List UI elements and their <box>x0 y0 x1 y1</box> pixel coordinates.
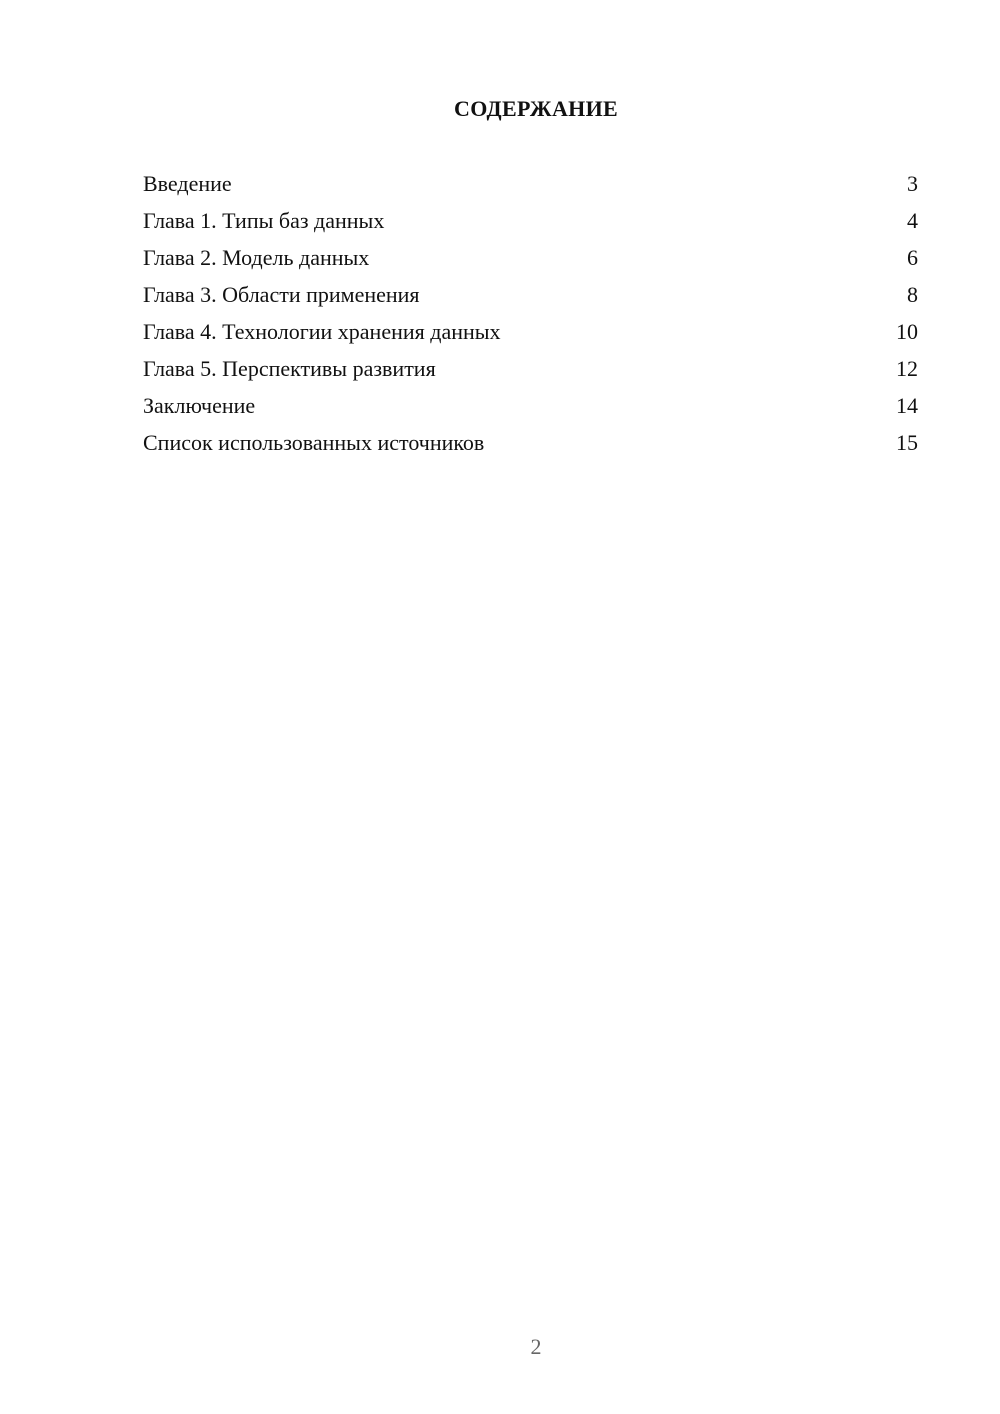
toc-item-page: 14 <box>896 393 918 418</box>
toc-item-chapter-3[interactable] <box>143 280 918 317</box>
toc-item-label: Глава 4. Технологии хранения данных <box>143 319 501 344</box>
toc-item-label: Введение <box>143 171 232 196</box>
toc-item-label: Заключение <box>143 393 256 418</box>
toc-item-label: Глава 5. Перспективы развития <box>143 356 436 381</box>
toc-heading: СОДЕРЖАНИЕ <box>454 96 618 121</box>
toc-item-references[interactable] <box>143 428 918 465</box>
toc-item-chapter-4[interactable] <box>143 317 918 354</box>
toc-item-page: 10 <box>896 319 918 344</box>
toc-item-chapter-1[interactable] <box>143 206 918 243</box>
toc-item-page: 12 <box>896 356 918 381</box>
toc-item-introduction[interactable] <box>143 169 918 206</box>
toc-item-label: Глава 3. Области применения <box>143 282 420 307</box>
table-of-contents <box>143 169 918 465</box>
toc-item-page: 3 <box>907 171 918 196</box>
page-number: 2 <box>530 1334 542 1359</box>
toc-item-page: 15 <box>896 430 918 455</box>
toc-item-page: 6 <box>907 245 918 270</box>
toc-item-conclusion[interactable] <box>143 391 918 428</box>
toc-item-chapter-5[interactable] <box>143 354 918 391</box>
toc-item-page: 8 <box>907 282 918 307</box>
toc-item-label: Глава 1. Типы баз данных <box>143 208 385 233</box>
toc-item-label: Глава 2. Модель данных <box>143 245 370 270</box>
toc-item-label: Список использованных источников <box>143 430 485 455</box>
toc-item-page: 4 <box>907 208 918 233</box>
toc-item-chapter-2[interactable] <box>143 243 918 280</box>
